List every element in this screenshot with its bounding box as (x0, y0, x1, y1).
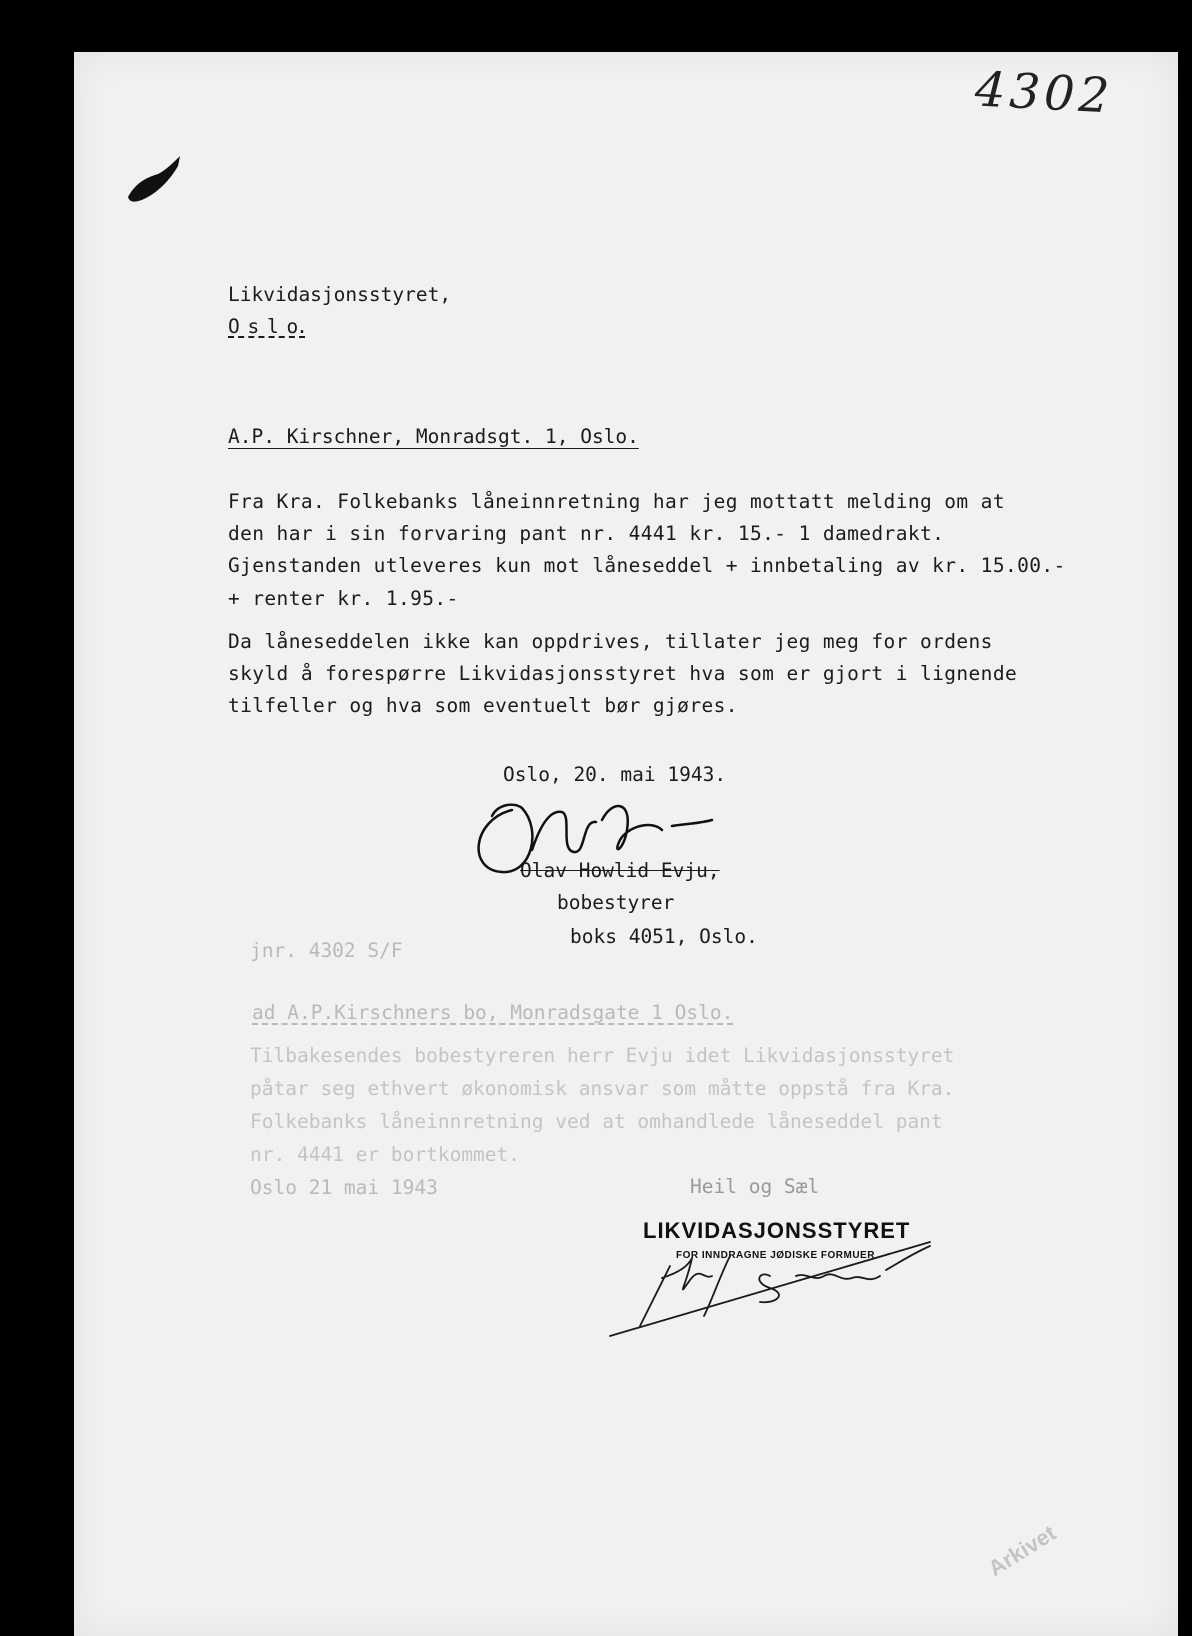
archive-stamp: Arkivet (983, 1520, 1061, 1581)
reply-line-3: Folkebanks låneinnretning ved at omhandlede låneseddel pant (250, 1110, 943, 1133)
reply-greeting: Heil og Sæl (690, 1175, 820, 1198)
signer-address: boks 4051, Oslo. (570, 925, 758, 948)
body-line-2: den har i sin forvaring pant nr. 4441 kr. 15.- 1 damedrakt. (228, 522, 945, 545)
archive-number: 4302 (973, 61, 1115, 125)
body-line-6: skyld å forespørre Likvidasjonsstyret hva som er gjort i lignende (228, 662, 1018, 685)
recipient-name: Likvidasjonsstyret, (228, 283, 452, 306)
recipient-city: O s l o. (228, 315, 306, 338)
body-line-3: Gjenstanden utleveres kun mot låneseddel + innbetaling av kr. 15.00.- (228, 554, 1066, 577)
body-line-7: tilfeller og hva som eventuelt bør gjøres. (228, 694, 738, 717)
signer-name: Olav Howlid Evju, (520, 859, 720, 882)
signer-title: bobestyrer (557, 891, 675, 914)
reply-subject: ad A.P.Kirschners bo, Monradsgate 1 Oslo. (252, 1001, 734, 1024)
reply-line-1: Tilbakesendes bobestyreren herr Evju idet Likvidasjonsstyret (250, 1044, 955, 1067)
reply-date: Oslo 21 mai 1943 (250, 1176, 438, 1199)
body-line-1: Fra Kra. Folkebanks låneinnretning har jeg mottatt melding om at (228, 490, 1005, 513)
reply-line-4: nr. 4441 er bortkommet. (250, 1143, 521, 1166)
stamp-signature (600, 1236, 960, 1346)
stamp-title: LIKVIDASJONSSTYRET (643, 1218, 911, 1243)
reply-journal: jnr. 4302 S/F (250, 939, 403, 962)
letter-date: Oslo, 20. mai 1943. (503, 763, 727, 786)
ink-blot (118, 152, 188, 212)
body-line-5: Da låneseddelen ikke kan oppdrives, tillater jeg meg for ordens (228, 630, 993, 653)
reply-line-2: påtar seg ethvert økonomisk ansvar som måtte oppstå fra Kra. (250, 1077, 955, 1100)
subject-line: A.P. Kirschner, Monradsgt. 1, Oslo. (228, 425, 639, 448)
body-line-4: + renter kr. 1.95.- (228, 587, 459, 610)
stamp-subtitle: FOR INNDRAGNE JØDISKE FORMUER (676, 1250, 875, 1261)
